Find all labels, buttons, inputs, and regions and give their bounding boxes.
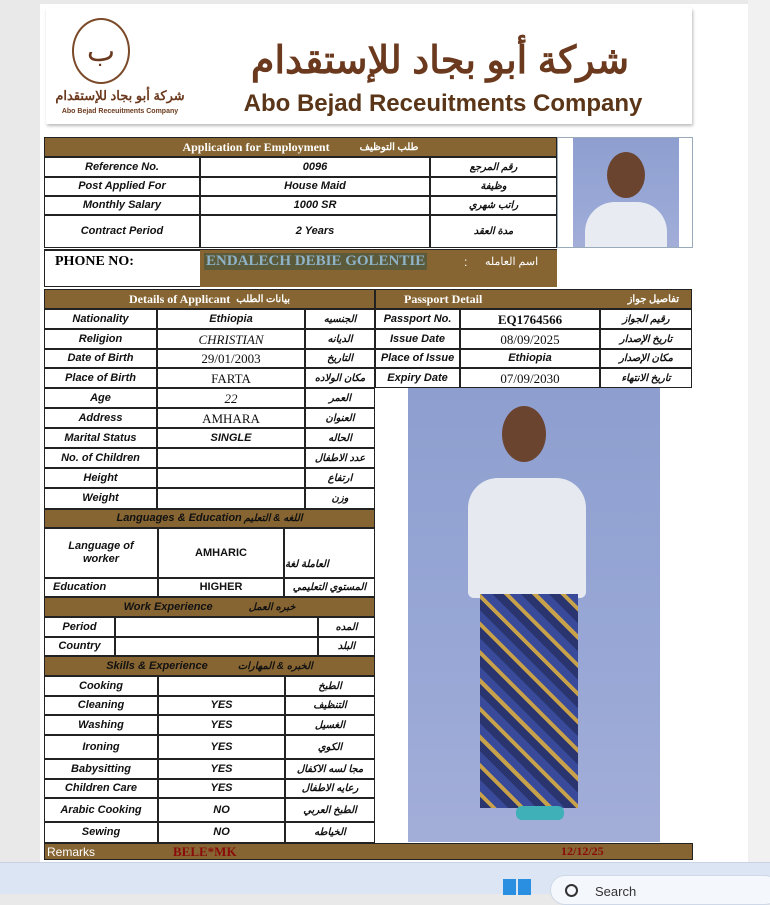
- row-value: 29/01/2003: [157, 349, 305, 368]
- logo-emblem: ب: [72, 18, 130, 84]
- scrollbar-track[interactable]: [748, 0, 770, 862]
- row-label-ar: التاريخ: [305, 349, 375, 368]
- skills-title-ar: الخبره & المهارات: [237, 660, 313, 672]
- company-arabic-name: شركة أبو بجاد للإستقدام: [250, 40, 630, 82]
- row-value: 2 Years: [200, 215, 430, 248]
- row-value: SINGLE: [157, 428, 305, 448]
- row-value: Ethiopia: [157, 309, 305, 329]
- worker-name: ENDALECH DEBIE GOLENTIE: [206, 253, 426, 269]
- letterhead: [46, 8, 692, 124]
- row-label: Passport No.: [375, 309, 460, 329]
- language-ar: العاملة لغة: [284, 528, 375, 578]
- row-value: YES: [158, 715, 285, 735]
- row-label-ar: رقم المرجع: [430, 157, 557, 177]
- languages-title-ar: اللغه & التعليم: [243, 513, 303, 524]
- passport-photo-frame: [557, 137, 693, 248]
- passport-title-ar: تفاصيل جواز: [627, 293, 679, 305]
- row-label: Height: [44, 468, 157, 488]
- row-label-ar: العنوان: [305, 408, 375, 428]
- row-label: Marital Status: [44, 428, 157, 448]
- language-label: Language of worker: [44, 528, 158, 578]
- row-value: House Maid: [200, 177, 430, 196]
- row-label: Reference No.: [44, 157, 200, 177]
- row-label: Washing: [44, 715, 158, 735]
- row-label-ar: الديانه: [305, 329, 375, 349]
- education-ar: المستوي التعليمي: [284, 578, 375, 597]
- row-label-ar: وظيفة: [430, 177, 557, 196]
- row-label: Period: [44, 617, 115, 637]
- row-value: EQ1764566: [460, 309, 600, 329]
- row-label-ar: الخياطه: [285, 822, 375, 843]
- row-label: Nationality: [44, 309, 157, 329]
- row-label-ar: الجنسيه: [305, 309, 375, 329]
- application-title: Application for Employment: [182, 139, 330, 154]
- row-value: CHRISTIAN: [157, 329, 305, 349]
- skills-header: [44, 656, 375, 676]
- work-title-ar: خبره العمل: [248, 601, 296, 613]
- row-label: Address: [44, 408, 157, 428]
- row-label: Children Care: [44, 779, 158, 798]
- row-value: [157, 448, 305, 468]
- row-label: Weight: [44, 488, 157, 509]
- row-label: Place of Birth: [44, 368, 157, 388]
- details-title-ar: بيانات الطلب: [236, 293, 291, 305]
- row-value: 0096: [200, 157, 430, 177]
- search-placeholder: Search: [595, 884, 637, 899]
- row-label: Arabic Cooking: [44, 798, 158, 822]
- languages-title: Languages & Education: [116, 512, 242, 524]
- row-value: [157, 488, 305, 509]
- remarks-date: 12/12/25: [561, 844, 604, 858]
- row-label: Sewing: [44, 822, 158, 843]
- logo-english-text: Abo Bejad Receuitments Company: [61, 108, 179, 115]
- row-label-ar: الطبخ العربي: [285, 798, 375, 822]
- education-value: HIGHER: [158, 578, 284, 597]
- row-label-ar: تاريخ الإصدار: [600, 329, 692, 349]
- applicant-photo-small: [573, 138, 679, 247]
- row-label: Date of Birth: [44, 349, 157, 368]
- applicant-photo-full: [408, 388, 660, 842]
- row-label: No. of Children: [44, 448, 157, 468]
- row-label-ar: مجا لسه الاكفال: [285, 759, 375, 779]
- company-english-name: Abo Bejad Receuitments Company: [243, 90, 643, 117]
- row-label: Expiry Date: [375, 368, 460, 388]
- education-label: Education: [44, 578, 158, 597]
- row-value: FARTA: [157, 368, 305, 388]
- remarks-bar: [44, 843, 693, 860]
- row-label: Ironing: [44, 735, 158, 759]
- logo-arabic-text: شركة أبو بجاد للإستقدام: [55, 88, 185, 103]
- details-header: [44, 289, 375, 309]
- row-value: [115, 617, 318, 637]
- row-value: YES: [158, 735, 285, 759]
- row-label-ar: الكوي: [285, 735, 375, 759]
- row-label-ar: راتب شهري: [430, 196, 557, 215]
- row-label: Religion: [44, 329, 157, 349]
- row-label-ar: الطبخ: [285, 676, 375, 696]
- work-title: Work Experience: [123, 600, 213, 613]
- work-header: [44, 597, 375, 617]
- row-label-ar: رقيم الجواز: [600, 309, 692, 329]
- phone-label: PHONE NO:: [55, 254, 134, 269]
- row-value: AMHARA: [157, 408, 305, 428]
- search-icon: [565, 884, 578, 897]
- language-value: AMHARIC: [158, 528, 284, 578]
- row-value: YES: [158, 759, 285, 779]
- row-value: [115, 637, 318, 656]
- application-title-ar: طلب التوظيف: [359, 141, 419, 153]
- row-value: [158, 676, 285, 696]
- row-value: [157, 468, 305, 488]
- details-title: Details of Applicant: [128, 291, 231, 306]
- row-label: Age: [44, 388, 157, 408]
- windows-start-icon[interactable]: [503, 879, 531, 895]
- row-label: Post Applied For: [44, 177, 200, 196]
- row-label-ar: عدد الاطفال: [305, 448, 375, 468]
- row-label-ar: وزن: [305, 488, 375, 509]
- row-label-ar: البلد: [318, 637, 375, 656]
- row-value: Ethiopia: [460, 349, 600, 368]
- remarks-label: Remarks: [47, 845, 96, 859]
- row-label: Babysitting: [44, 759, 158, 779]
- passport-header: [375, 289, 692, 309]
- languages-header: [44, 509, 375, 528]
- application-header: [44, 137, 557, 157]
- row-value: 22: [157, 388, 305, 408]
- row-label-ar: التنظيف: [285, 696, 375, 715]
- remarks-agent: BELE*MK: [173, 844, 237, 859]
- worker-name-box: [200, 250, 557, 287]
- skills-title: Skills & Experience: [106, 659, 208, 672]
- row-label: Contract Period: [44, 215, 200, 248]
- row-label: Place of Issue: [375, 349, 460, 368]
- row-value: 1000 SR: [200, 196, 430, 215]
- name-colon: :: [464, 255, 468, 269]
- row-value: 07/09/2030: [460, 368, 600, 388]
- row-label-ar: رعايه الاطفال: [285, 779, 375, 798]
- row-label: Country: [44, 637, 115, 656]
- row-label-ar: ارتفاع: [305, 468, 375, 488]
- taskbar: [0, 862, 770, 899]
- row-label-ar: الغسيل: [285, 715, 375, 735]
- row-label-ar: المده: [318, 617, 375, 637]
- passport-title: Passport Detail: [404, 291, 483, 306]
- row-label-ar: مكان الولاده: [305, 368, 375, 388]
- row-value: NO: [158, 798, 285, 822]
- row-value: YES: [158, 696, 285, 715]
- row-value: YES: [158, 779, 285, 798]
- row-label-ar: مكان الإصدار: [600, 349, 692, 368]
- row-label: Issue Date: [375, 329, 460, 349]
- worker-name-ar: اسم العامله: [485, 256, 539, 268]
- taskbar-search[interactable]: [550, 875, 770, 905]
- row-label-ar: الحاله: [305, 428, 375, 448]
- row-label: Monthly Salary: [44, 196, 200, 215]
- row-value: 08/09/2025: [460, 329, 600, 349]
- row-label-ar: العمر: [305, 388, 375, 408]
- row-label-ar: مدة العقد: [430, 215, 557, 248]
- row-label: Cleaning: [44, 696, 158, 715]
- row-value: NO: [158, 822, 285, 843]
- row-label-ar: تاريخ الانتهاء: [600, 368, 692, 388]
- row-label: Cooking: [44, 676, 158, 696]
